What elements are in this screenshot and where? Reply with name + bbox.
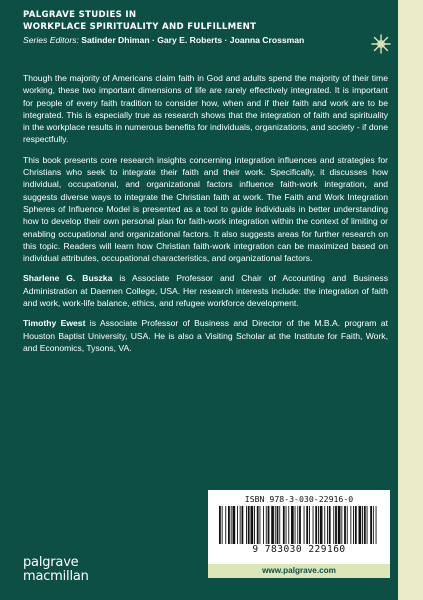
spine-strip	[398, 0, 423, 600]
author-name: Timothy Ewest	[23, 318, 86, 329]
series-editors-names: Satinder Dhiman · Gary E. Roberts · Joanna Crossman	[81, 35, 305, 45]
publisher-url: www.palgrave.com	[208, 564, 390, 578]
author-bio	[23, 272, 388, 309]
author-bio	[23, 317, 388, 354]
back-cover-text	[23, 72, 388, 362]
isbn-text: ISBN 978-3-030-22916-0	[244, 494, 354, 504]
author-bio-text: is Associate Professor and Chair of Accounting and Business Administration at Daemen College, USA. Her research interests include: the integration of faith and work, work-life balance, ethics, and refugee workforce development.	[23, 273, 388, 309]
isbn-barcode-panel	[208, 490, 390, 578]
author-name: Sharlene G. Buszka	[23, 273, 113, 284]
blurb-paragraph-1: Though the majority of Americans claim faith in God and adults spend the majority of their time working, these two important dimensions of life are rarely effectively integrated. It is important for people of every faith tradition to consider how, when and if their faith and work are to be integrated. This is especially true as research shows that the integration of faith and spirituality in the workplace results in numerous benefits for individuals, organizations, and society - if done respectfully.	[23, 73, 388, 145]
series-header	[23, 9, 383, 46]
author-bio-text: is Associate Professor of Business and Director of the M.B.A. program at Houston Baptist University, USA. He is also a Visiting Scholar at the Institute for Faith, Work, and Economics, Tysons, VA.	[23, 318, 388, 353]
palgrave-star-icon	[370, 33, 392, 55]
series-editors-label: Series Editors:	[23, 35, 79, 45]
series-title-line-1: PALGRAVE STUDIES IN	[23, 10, 137, 20]
blurb-paragraph-2: This book presents core research insights concerning integration influences and strategies for Christians who seek to integrate their faith and their work. Specifically, it discusses how individual, occupational, and organizational factors influence faith-work integration, and suggests diverse ways to integrate the Christian faith at work. The Faith and Work Integration Spheres of Influence Model is presented as a tool to guide individuals in better understanding how to develop their own personal plan for faith-work integration within the context of limiting or enabling occupational and organizational factors. It also suggests areas for further research on this topic. Readers will learn how Christian faith-work integration can be maximized based on individual attributes, occupational characteristics, and organizational factors.	[23, 154, 388, 264]
series-title-line-2: WORKPLACE SPIRITUALITY AND FULFILLMENT	[23, 22, 257, 32]
series-editors	[23, 34, 383, 46]
barcode-digits: 9 783030 229160	[252, 544, 346, 555]
publisher-logo-line-1: palgrave	[23, 555, 79, 570]
publisher-logo	[23, 556, 89, 584]
publisher-logo-line-2: macmillan	[23, 569, 89, 584]
barcode-graphic	[219, 506, 379, 544]
